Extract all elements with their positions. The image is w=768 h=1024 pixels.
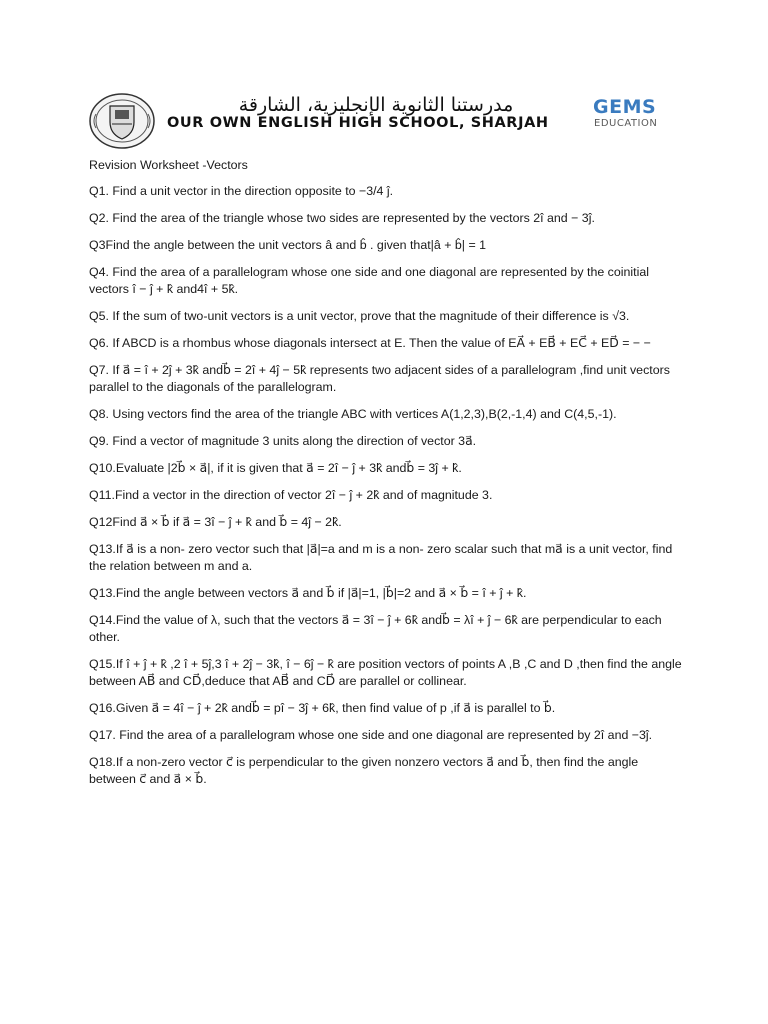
question-4: Q4. Find the area of a parallelogram whose one side and one diagonal are represented by the coinitial vectors î − ĵ + k̂ and4î + 5k̂.	[89, 265, 650, 296]
question-13b: Q13.Find the angle between vectors a⃗ and b⃗ if |a⃗|=1, |b⃗|=2 and a⃗ × b⃗ = î + ĵ + k̂.	[89, 586, 527, 600]
question-10: Q10.Evaluate |2b⃗ × a⃗|, if it is given that a⃗ = 2î − ĵ + 3k̂ andb⃗ = 3ĵ + k̂.	[89, 461, 462, 475]
worksheet-body	[89, 157, 684, 798]
worksheet-title: Revision Worksheet -Vectors	[89, 158, 248, 172]
question-18: Q18.If a non-zero vector c⃗ is perpendicular to the given nonzero vectors a⃗ and b⃗, then find the angle between c⃗ and a⃗ × b⃗.	[89, 755, 639, 786]
question-17: Q17. Find the area of a parallelogram whose one side and one diagonal are represented by 2î and −3ĵ.	[89, 728, 653, 742]
question-9: Q9. Find a vector of magnitude 3 units along the direction of vector 3a⃗.	[89, 434, 477, 448]
question-12: Q12Find a⃗ × b⃗ if a⃗ = 3î − ĵ + k̂ and b⃗ = 4ĵ − 2k̂.	[89, 515, 342, 529]
question-8: Q8. Using vectors find the area of the triangle ABC with vertices A(1,2,3),B(2,-1,4) and C(4,5,-1).	[89, 407, 617, 421]
question-5: Q5. If the sum of two-unit vectors is a unit vector, prove that the magnitude of their difference is √3.	[89, 309, 630, 323]
question-14: Q14.Find the value of λ, such that the vectors a⃗ = 3î − ĵ + 6k̂ andb⃗ = λî + ĵ − 6k̂ are perpendicular to each other.	[89, 613, 662, 644]
question-13a: Q13.If a⃗ is a non- zero vector such that |a⃗|=a and m is a non- zero scalar such that ma⃗ is a unit vector, find the relation between m and a.	[89, 542, 673, 573]
question-3: Q3Find the angle between the unit vectors â and b̂ . given that|â + b̂| = 1	[89, 238, 487, 252]
question-6: Q6. If ABCD is a rhombus whose diagonals intersect at E. Then the value of EA⃗ + EB⃗ + EC⃗ + ED⃗ = − −	[89, 336, 651, 350]
question-15: Q15.If î + ĵ + k̂ ,2 î + 5ĵ,3 î + 2ĵ − 3k̂, î − 6ĵ − k̂ are position vectors of points A ,B ,C and D ,then find the angle between AB⃗ and CD⃗,deduce that AB⃗ and CD⃗ are parallel or collinear.	[89, 657, 682, 688]
question-7: Q7. If a⃗ = î + 2ĵ + 3k̂ andb⃗ = 2î + 4ĵ − 5k̂ represents two adjacent sides of a parallelogram ,find unit vectors parallel to the diagonals of the parallelogram.	[89, 363, 670, 394]
question-11: Q11.Find a vector in the direction of vector 2î − ĵ + 2k̂ and of magnitude 3.	[89, 488, 493, 502]
school-header	[88, 92, 678, 152]
school-name-arabic: مدرستنا الثانوية الإنجليزية، الشارقة	[238, 94, 514, 116]
gems-logo	[593, 96, 665, 138]
gems-logo-word: GEMS	[593, 96, 657, 118]
question-16: Q16.Given a⃗ = 4î − ĵ + 2k̂ andb⃗ = pî − 3ĵ + 6k̂, then find value of p ,if a⃗ is parallel to b⃗.	[89, 701, 556, 715]
question-1: Q1. Find a unit vector in the direction opposite to −3/4 ĵ.	[89, 184, 394, 198]
school-crest-icon	[88, 92, 156, 150]
question-2: Q2. Find the area of the triangle whose two sides are represented by the vectors 2î and − 3ĵ.	[89, 211, 595, 225]
gems-logo-subtitle: EDUCATION	[594, 118, 658, 129]
school-name-english: OUR OWN ENGLISH HIGH SCHOOL, SHARJAH	[167, 115, 549, 131]
